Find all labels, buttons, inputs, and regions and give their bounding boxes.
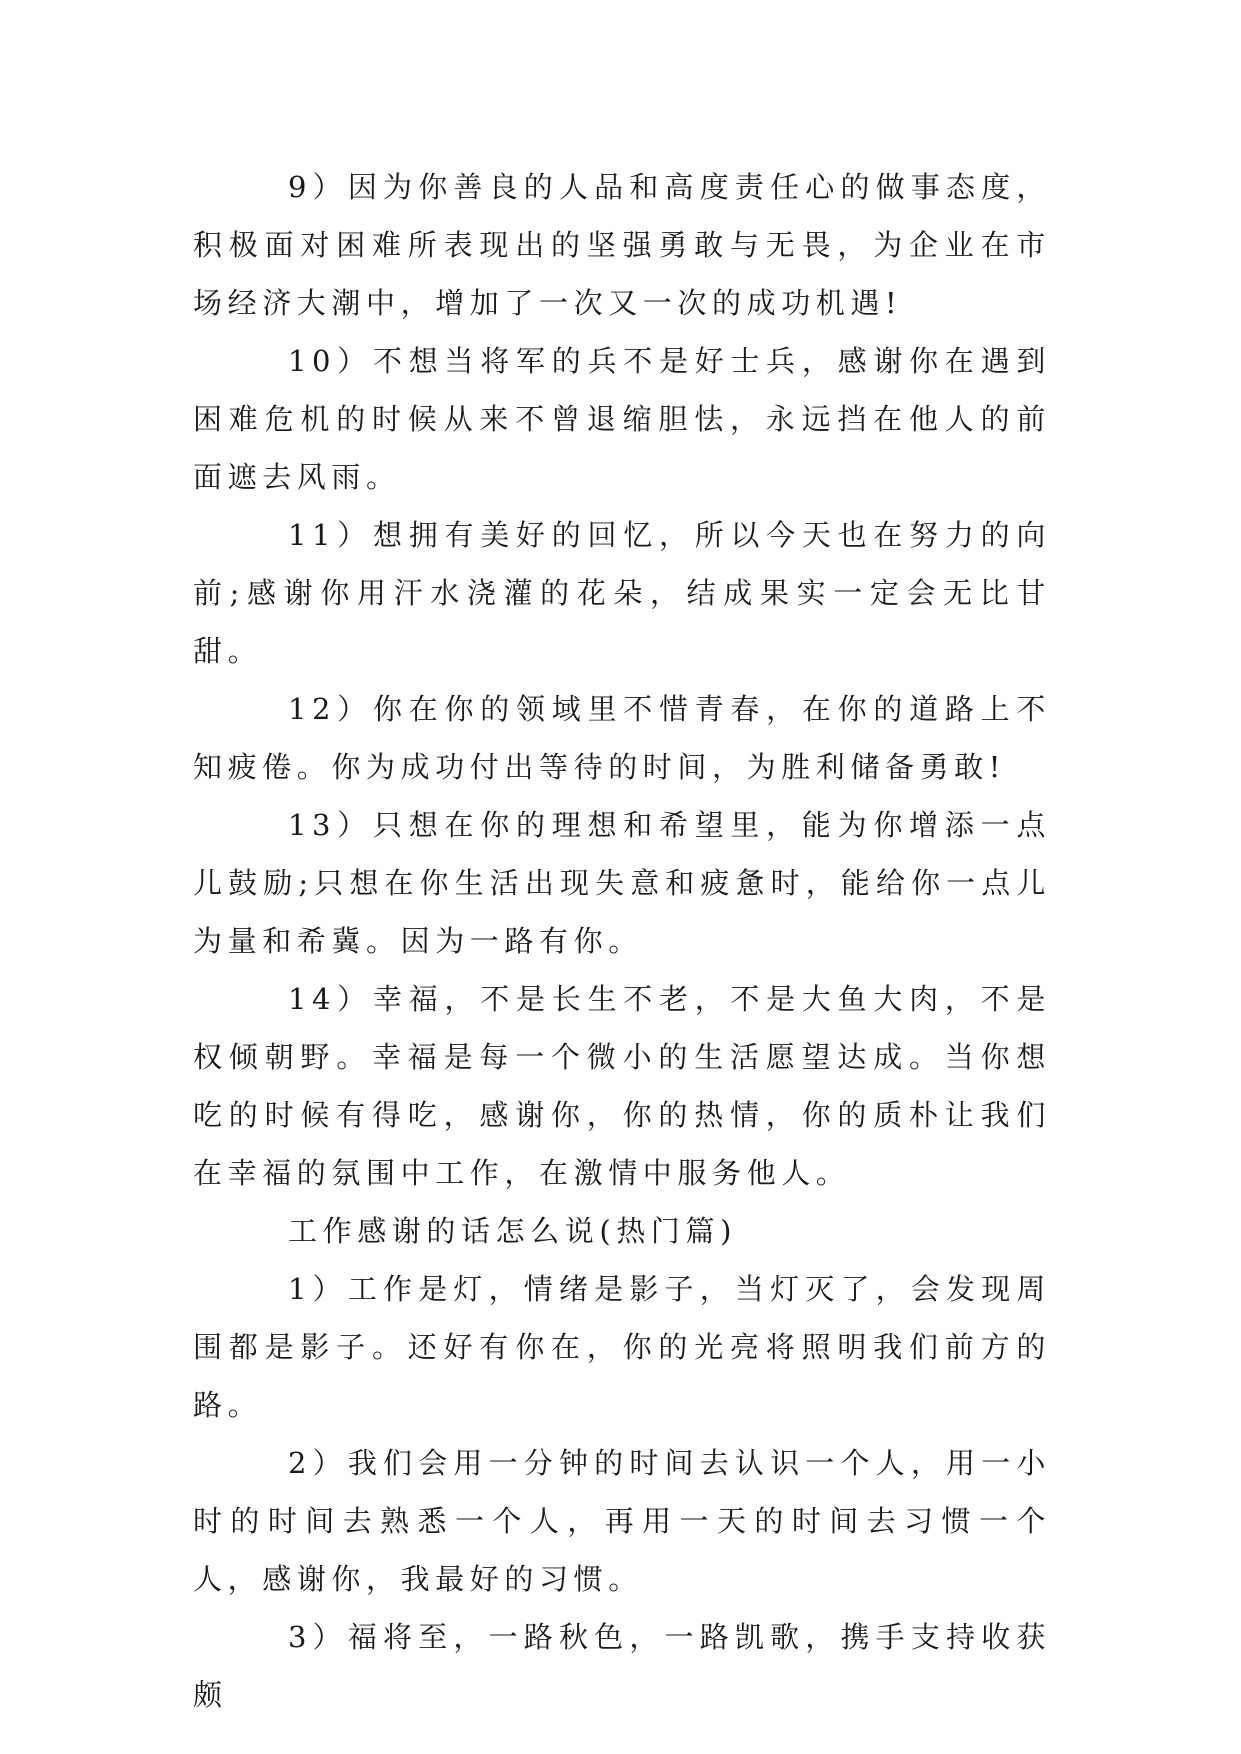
section-paragraph-2: 2）我们会用一分钟的时间去认识一个人，用一小时的时间去熟悉一个人，再用一天的时间去习惯一个人，感谢你，我最好的习惯。 [193,1446,1051,1596]
paragraph-14: 14）幸福，不是长生不老，不是大鱼大肉，不是权倾朝野。幸福是每一个微小的生活愿望达成。当你想吃的时候有得吃，感谢你，你的热情，你的质朴让我们在幸福的氛围中工作，在激情中服务他人。 [193,982,1051,1190]
paragraph-11: 11）想拥有美好的回忆，所以今天也在努力的向前;感谢你用汗水浇灌的花朵，结成果实一定会无比甘甜。 [193,518,1051,668]
paragraph-10: 10）不想当将军的兵不是好士兵，感谢你在遇到困难危机的时候从来不曾退缩胆怯，永远挡在他人的前面遮去风雨。 [193,344,1051,494]
section-heading: 工作感谢的话怎么说(热门篇) [288,1214,738,1248]
document-body [193,158,1051,1724]
paragraph-12: 12）你在你的领域里不惜青春，在你的道路上不知疲倦。你为成功付出等待的时间，为胜利储备勇敢! [193,692,1051,784]
paragraph-13: 13）只想在你的理想和希望里，能为你增添一点儿鼓励;只想在你生活出现失意和疲惫时，能给你一点儿为量和希冀。因为一路有你。 [193,808,1051,958]
paragraph-9: 9）因为你善良的人品和高度责任心的做事态度，积极面对困难所表现出的坚强勇敢与无畏，为企业在市场经济大潮中，增加了一次又一次的成功机遇! [193,170,1051,320]
section-paragraph-3: 3）福将至，一路秋色，一路凯歌，携手支持收获颇 [193,1620,1051,1712]
section-paragraph-1: 1）工作是灯，情绪是影子，当灯灭了，会发现周围都是影子。还好有你在，你的光亮将照明我们前方的路。 [193,1272,1051,1422]
